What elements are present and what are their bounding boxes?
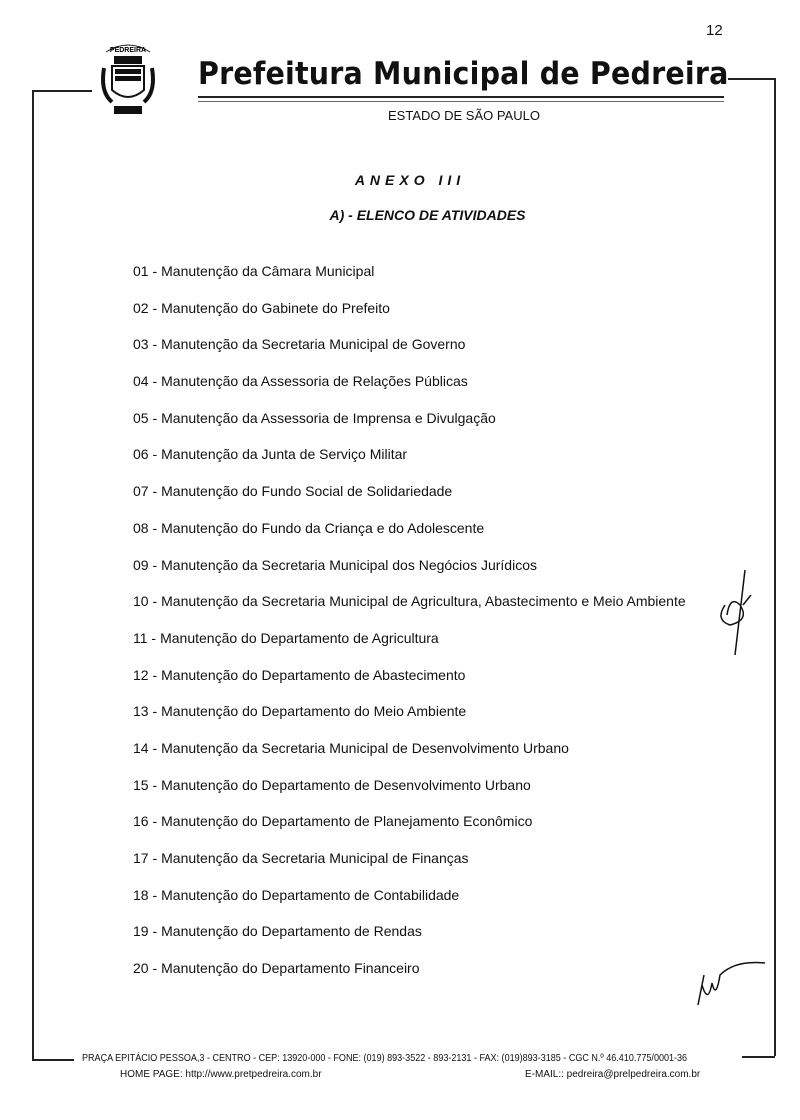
page-title: Prefeitura Municipal de Pedreira xyxy=(198,56,729,92)
list-item xyxy=(133,445,693,463)
frame-line xyxy=(742,1056,775,1058)
list-item xyxy=(133,739,693,757)
item-text: Manutenção do Departamento de Contabilidade xyxy=(161,886,460,903)
item-text: Manutenção do Gabinete do Prefeito xyxy=(161,299,390,316)
list-item xyxy=(133,666,693,684)
state-subtitle: ESTADO DE SÃO PAULO xyxy=(388,108,540,123)
handwritten-initials xyxy=(715,565,760,660)
list-item xyxy=(133,482,693,500)
footer-email: E-MAIL:: pedreira@prelpedreira.com.br xyxy=(525,1069,701,1080)
item-number: 17 - xyxy=(133,850,158,866)
item-text: Manutenção da Secretaria Municipal de Desenvolvimento Urbano xyxy=(161,739,569,756)
list-item xyxy=(133,262,693,280)
footer-homepage: HOME PAGE: http://www.pretpedreira.com.br xyxy=(120,1069,322,1080)
frame-line xyxy=(32,90,92,92)
item-number: 07 - xyxy=(133,483,158,500)
item-number: 19 - xyxy=(133,923,158,940)
item-number: 09 - xyxy=(133,556,158,573)
item-text: Manutenção da Secretaria Municipal de Finanças xyxy=(161,850,469,866)
footer-address: PRAÇA EPITÁCIO PESSOA,3 - CENTRO - CEP: 13920-000 - FONE: (019) 893-3522 - 893-2131 - FAX: (019)893-3185 - CGC N.º 46.410.775/0001-36 xyxy=(82,1052,688,1064)
svg-text:PEDREIRA: PEDREIRA xyxy=(109,47,147,54)
item-number: 06 - xyxy=(133,446,158,463)
list-item xyxy=(133,776,693,794)
item-number: 11 - xyxy=(133,629,157,646)
list-item xyxy=(133,592,693,610)
list-item xyxy=(133,409,693,427)
item-text: Manutenção da Secretaria Municipal de Agricultura, Abastecimento e Meio Ambiente xyxy=(161,593,686,610)
item-number: 20 - xyxy=(133,960,158,977)
item-text: Manutenção da Câmara Municipal xyxy=(161,263,375,279)
page-number: 12 xyxy=(706,22,723,39)
item-number: 08 - xyxy=(133,519,158,536)
item-text: Manutenção da Secretaria Municipal dos Negócios Jurídicos xyxy=(161,556,537,573)
item-number: 10 - xyxy=(133,593,158,610)
item-number: 16 - xyxy=(133,813,158,830)
item-number: 15 - xyxy=(133,776,158,793)
list-item xyxy=(133,959,693,977)
handwritten-signature xyxy=(690,955,770,1015)
list-item xyxy=(133,886,693,904)
item-text: Manutenção da Secretaria Municipal de Governo xyxy=(161,336,466,353)
title-underline xyxy=(198,96,724,98)
item-text: Manutenção do Departamento do Meio Ambiente xyxy=(161,703,467,720)
item-text: Manutenção do Departamento de Desenvolvimento Urbano xyxy=(161,776,531,793)
item-number: 05 - xyxy=(133,409,158,426)
item-text: Manutenção do Departamento Financeiro xyxy=(161,960,420,977)
item-number: 13 - xyxy=(133,703,158,720)
item-number: 02 - xyxy=(133,299,158,316)
list-item xyxy=(133,335,693,353)
item-number: 18 - xyxy=(133,886,158,903)
frame-line xyxy=(728,78,774,80)
item-text: Manutenção da Junta de Serviço Militar xyxy=(161,446,408,463)
list-item xyxy=(133,629,693,647)
list-item xyxy=(133,299,693,317)
activity-list xyxy=(133,262,693,996)
item-text: Manutenção do Fundo Social de Solidariedade xyxy=(161,483,453,500)
list-item xyxy=(133,702,693,720)
frame-line xyxy=(774,78,776,1056)
item-text: Manutenção do Departamento de Planejamento Econômico xyxy=(161,813,533,830)
annex-subtitle: A) - ELENCO DE ATIVIDADES xyxy=(329,207,526,223)
item-number: 03 - xyxy=(133,336,158,353)
item-number: 04 - xyxy=(133,373,158,390)
list-item xyxy=(133,849,693,867)
item-number: 01 - xyxy=(133,263,158,279)
item-text: Manutenção do Departamento de Rendas xyxy=(161,923,422,940)
title-underline xyxy=(198,101,724,102)
item-text: Manutenção da Assessoria de Imprensa e Divulgação xyxy=(161,409,496,426)
item-text: Manutenção do Departamento de Abastecimento xyxy=(161,666,466,683)
frame-line xyxy=(32,1059,74,1061)
item-number: 12 - xyxy=(133,666,158,683)
list-item xyxy=(133,372,693,390)
list-item xyxy=(133,519,693,537)
list-item xyxy=(133,922,693,940)
municipal-crest-logo xyxy=(100,42,156,120)
item-text: Manutenção da Assessoria de Relações Públicas xyxy=(161,373,468,390)
list-item xyxy=(133,556,693,574)
frame-line xyxy=(32,90,34,1060)
item-text: Manutenção do Fundo da Criança e do Adolescente xyxy=(161,519,485,536)
list-item xyxy=(133,812,693,830)
item-number: 14 - xyxy=(133,739,158,756)
annex-title: ANEXO III xyxy=(354,172,466,188)
item-text: Manutenção do Departamento de Agricultura xyxy=(160,629,439,646)
